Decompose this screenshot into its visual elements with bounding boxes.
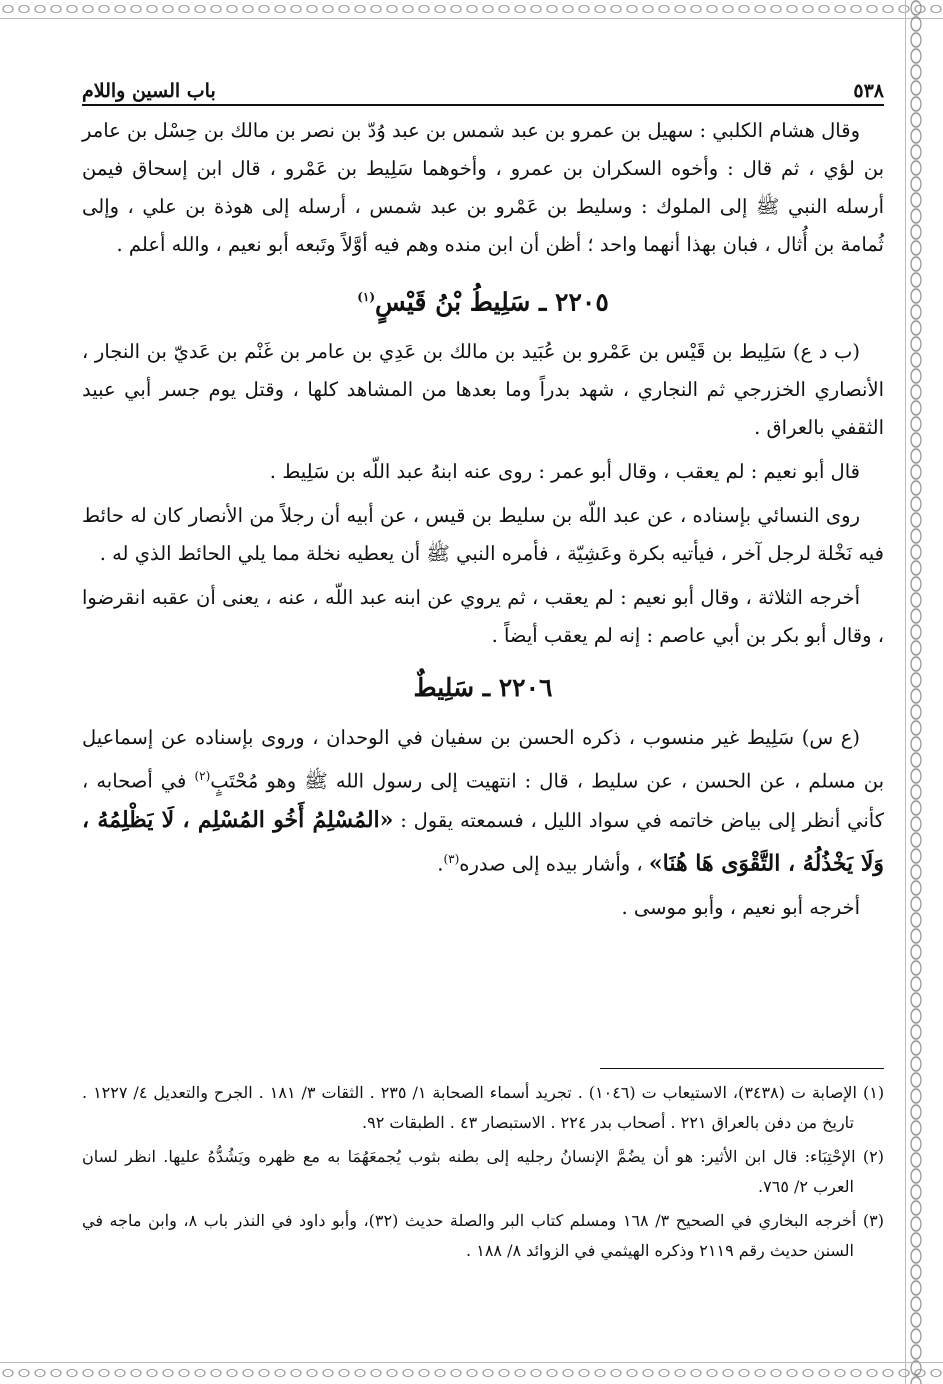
entry-2206-para-1 — [82, 719, 884, 883]
main-text — [82, 112, 884, 933]
entry-2205-para-3: روى النسائي بإسناده ، عن عبد اللّه بن سليط بن قيس ، عن أبيه أن رجلاً من الأنصار كان له حائط فيه نَخْلة لرجل آخر ، فيأتيه بكرة وعَشِيّة ، فأمره النبي ﷺ أن يعطيه نخلة مما يلي الحائط الذي له . — [82, 504, 884, 566]
entry-2205-title-text: ٢٢٠٥ ـ سَلِيطُ بْنُ قَيْسٍ — [375, 287, 609, 317]
entry-2205-para-2: قال أبو نعيم : لم يعقب ، وقال أبو عمر : روى عنه ابنهُ عبد اللّه بن سَلِيط . — [269, 460, 860, 484]
intro-paragraph: وقال هشام الكلبي : سهيل بن عمرو بن عبد شمس بن عبد وُدّ بن نصر بن مالك بن حِسْل بن عامر بن لؤي ، ثم قال : وأخوه السكران بن عمرو ، وأخوهما سَلِيط بن عَمْرو ، قال ابن إسحاق فيمن أرسله النبي ﷺ إلى الملوك : وسليط بن عَمْرو بن عبد شمس ، أرسله إلى هوذة بن علي ، وإلى ثُمامة بن أُثال ، فبان بهذا أنهما واحد ؛ أظن أن ابن منده وهم فيه أوَّلاً وتَبعه أبو نعيم ، والله أعلم . — [82, 119, 884, 256]
page-header — [82, 66, 884, 106]
right-chain-border — [905, 0, 926, 1384]
footnote-ref-3: (٣) — [443, 851, 460, 866]
footnote-3: (٣) أخرجه البخاري في الصحيح ٣/ ١٦٨ ومسلم كتاب البر والصلة حديث (٣٢)، وأبو داود في النذر باب ٨، وابن ماجه في السنن حديث رقم ٢١١٩ وذكره الهيثمي في الزوائد ٨/ ١٨٨ . — [82, 1211, 884, 1260]
entry-2206-text-end: . — [437, 852, 444, 876]
entry-2205-para-4: أخرجه الثلاثة ، وقال أبو نعيم : لم يعقب ، ثم يروي عن ابنه عبد اللّه ، عنه ، يعنى أن عقبه انقرضوا ، وقال أبو بكر بن أبي عاصم : إنه لم يعقب أيضاً . — [82, 586, 884, 648]
hadith-quote: «المُسْلِمُ أَخُو المُسْلِم ، لَا يَظْلِمُهُ ، وَلَا يَخْذُلُهُ ، التَّقْوَى هَا هُنَا» — [82, 806, 884, 877]
page-number: ٥٣٨ — [853, 80, 884, 102]
entry-2206-title: ٢٢٠٦ ـ سَلِيطٌ — [413, 673, 553, 703]
bottom-chain-border — [0, 1362, 943, 1383]
footnotes — [82, 1066, 884, 1270]
entry-2205-para-1: (ب د ع) سَلِيط بن قَيْس بن عَمْرو بن عُبَيد بن مالك بن عَدِي بن عامر بن غَنْم بن عَديّ بن النجار ، الأنصاري الخزرجي ثم النجاري ، شهد بدراً وما بعدها من المشاهد كلها ، وقتل يوم جسر أبي عبيد الثقفي بالعراق . — [82, 340, 884, 440]
footnote-2: (٢) الإحْتِبَاء: قال ابن الأثير: هو أن يضُمَّ الإنسانُ رجليه إلى بطنه بثوب يُجمعَهُمَا به مع ظهره ويَشُدُّهُ عليها. انظر لسان العرب ٢/ ٧٦٥. — [82, 1147, 884, 1196]
entry-2206-text-c: ، وأشار بيده إلى صدره — [459, 852, 643, 876]
top-chain-border — [0, 0, 943, 19]
chapter-title: باب السين واللام — [82, 80, 216, 102]
footnote-1: (١) الإصابة ت (٣٤٣٨)، الاستيعاب ت (١٠٤٦) . تجريد أسماء الصحابة ١/ ٢٣٥ . الثقات ٣/ ١٨١ . الجرح والتعديل ٤/ ١٢٢٧ . تاريخ من دفن بالعراق ٢٢١ . أصحاب بدر ٢٢٤ . الاستبصار ٤٣ . الطبقات ٩٢. — [82, 1083, 885, 1132]
footnote-ref-1: (١) — [357, 290, 376, 304]
entry-2205-title — [82, 274, 884, 325]
entry-2206-para-2: أخرجه أبو نعيم ، وأبو موسى . — [621, 896, 860, 920]
entry-2206-text-a: (ع س) سَلِيط غير منسوب ، ذكره الحسن بن سفيان في الوحدان ، وروى بإسناده عن إسماعيل بن مسلم ، عن الحسن ، عن سليط ، قال : انتهيت إلى رسول الله ﷺ وهو مُحْتَبٍ — [82, 726, 884, 793]
entry-2206-text-b: في أصحابه ، كأني أنظر إلى بياض خاتمه في سواد الليل ، فسمعته يقول : — [82, 769, 884, 832]
footnote-ref-2: (٢) — [194, 769, 211, 784]
